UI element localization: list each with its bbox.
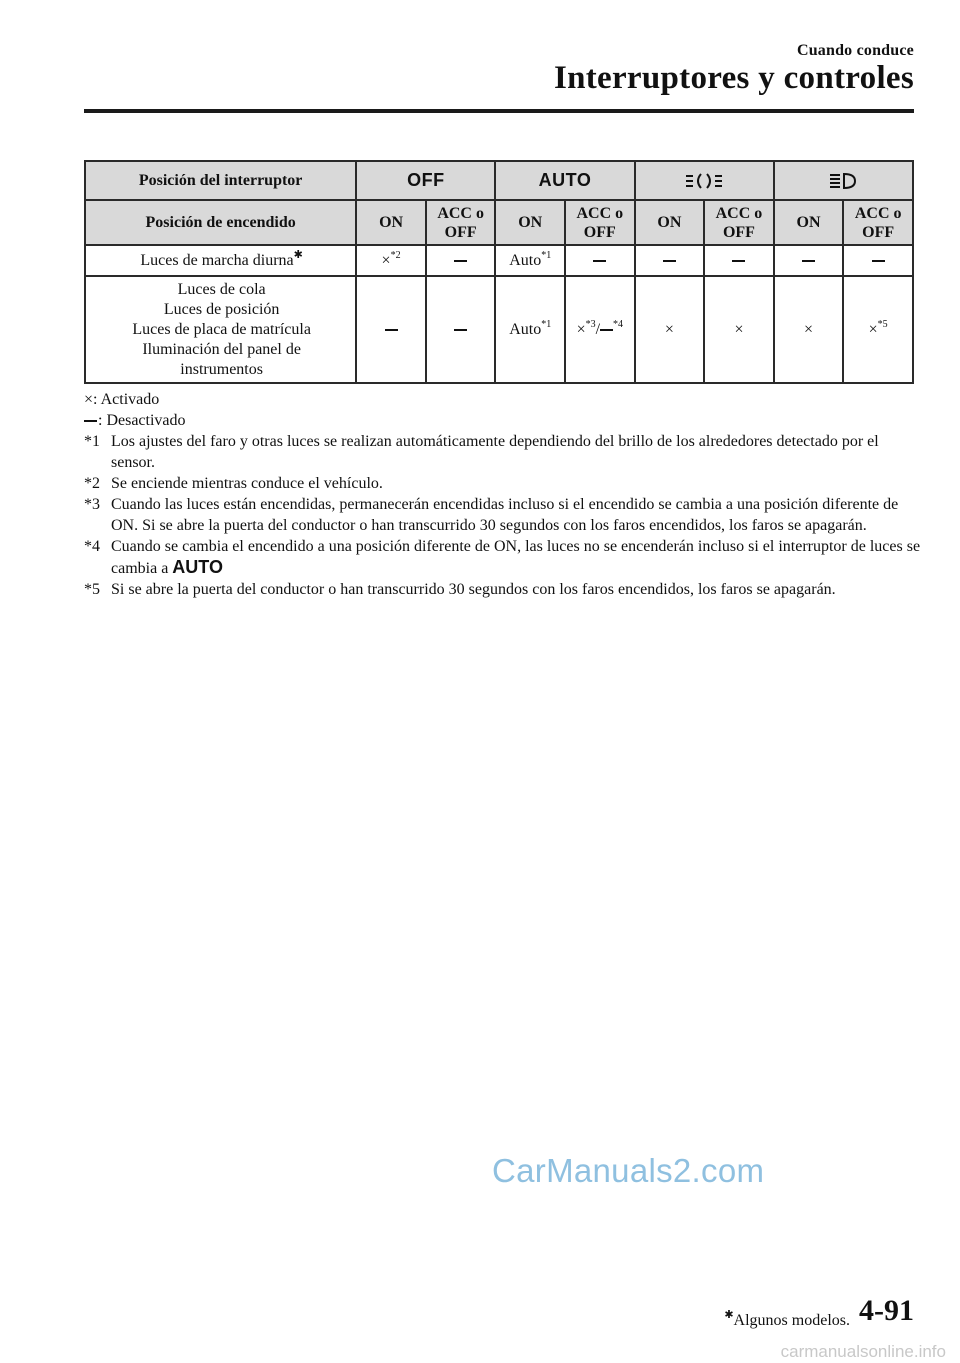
- footnote: *1 Los ajustes del faro y otras luces se realizan automáticamente dependiendo del brillo de los alrededores detectado por el sensor.: [84, 433, 879, 471]
- ignition-cell: ACC o OFF: [565, 200, 635, 245]
- cell-on: ×: [635, 276, 705, 383]
- ignition-cell: ACC o OFF: [426, 200, 496, 245]
- source-url: carmanualsonline.info: [780, 1342, 946, 1361]
- switch-position-label: Posición del interruptor: [85, 161, 356, 200]
- ignition-cell: ACC o OFF: [843, 200, 913, 245]
- cell-off: [843, 245, 913, 276]
- switch-parking: [635, 161, 774, 200]
- cell-auto: Auto$^{*1}$: [495, 245, 565, 276]
- auto-symbol: AUTO: [172, 557, 223, 577]
- ignition-row: [85, 200, 913, 245]
- table-row: [85, 245, 913, 276]
- switch-position-row: [85, 161, 913, 200]
- legend-off: : Desactivado: [84, 410, 924, 431]
- ignition-cell: ACC o OFF: [704, 200, 774, 245]
- legend-on: ×: Activado: [84, 391, 160, 408]
- page-number: 4-91: [859, 1294, 914, 1327]
- switch-off: OFF: [356, 161, 495, 200]
- ignition-label: Posición de encendido: [85, 200, 356, 245]
- cell-on: ×$^{*5}$: [843, 276, 913, 383]
- cell-on: ×$^{*2}$: [356, 245, 426, 276]
- ignition-cell: ON: [774, 200, 844, 245]
- table-row: [85, 276, 913, 383]
- ignition-cell: ON: [635, 200, 705, 245]
- footnote: *4 Cuando se cambia el encendido a una posición diferente de ON, las luces no se encenderán incluso si el interruptor de luces se cambia a AUTO: [84, 538, 921, 577]
- cell-off: [356, 276, 426, 383]
- cell-off: [635, 245, 705, 276]
- footnote: *5 Si se abre la puerta del conductor o han transcurrido 30 segundos con los faros encendidos, los faros se apagarán.: [84, 581, 836, 598]
- cell-off: [565, 245, 635, 276]
- row-label: Luces de cola Luces de posición Luces de placa de matrícula Iluminación del panel de instrumentos: [85, 276, 356, 383]
- switch-auto: AUTO: [495, 161, 634, 200]
- cell-on: ×: [704, 276, 774, 383]
- ignition-cell: ON: [356, 200, 426, 245]
- header-rule: [84, 109, 914, 113]
- notes: [84, 389, 924, 600]
- cell-off: [426, 245, 496, 276]
- cell-off: [426, 276, 496, 383]
- section-label: Cuando conduce: [796, 42, 914, 59]
- cell-auto: Auto$^{*1}$: [495, 276, 565, 383]
- headlight-icon: [828, 172, 858, 190]
- footer-note: ✱Algunos modelos.: [724, 1309, 850, 1329]
- cell-on: ×: [774, 276, 844, 383]
- cell-off: [704, 245, 774, 276]
- cell-off: [774, 245, 844, 276]
- lighting-table: [84, 160, 914, 384]
- optional-star: ✱: [293, 248, 303, 261]
- page-title: Interruptores y controles: [553, 60, 914, 96]
- switch-headlight: [774, 161, 913, 200]
- footnote: *3 Cuando las luces están encendidas, permanecerán encendidas incluso si el encendido se cambia a una posición diferente de ON. Si se abre la puerta del conductor o han transcurrido 30 segundos con los faros encendidos, los faros se apagarán.: [84, 496, 899, 534]
- ignition-cell: ON: [495, 200, 565, 245]
- row-label: Luces de marcha diurna✱: [85, 245, 356, 276]
- footnote: *2 Se enciende mientras conduce el vehículo.: [84, 475, 383, 492]
- cell-mixed: ×$^{*3}$/ $^{*4}$: [565, 276, 635, 383]
- parking-light-icon: [684, 172, 724, 190]
- watermark: CarManuals2.com: [492, 1152, 765, 1189]
